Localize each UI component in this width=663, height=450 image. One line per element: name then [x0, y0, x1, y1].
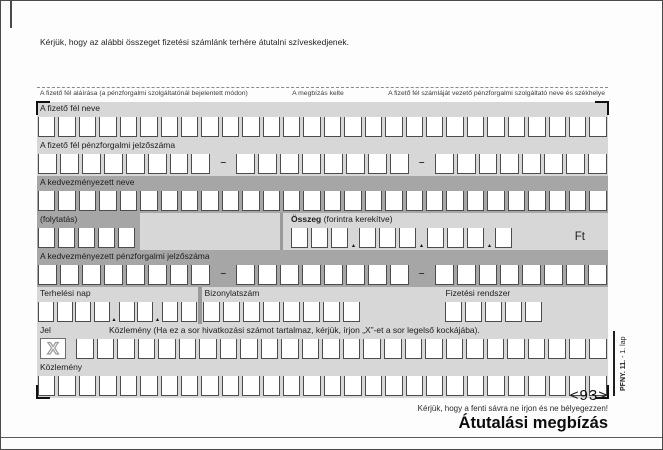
date-mark-icon: ▴ — [112, 317, 116, 323]
char-box[interactable] — [487, 191, 504, 211]
char-box[interactable] — [368, 154, 387, 174]
amount-group-4 — [495, 228, 512, 248]
char-box[interactable] — [236, 265, 255, 285]
char-box[interactable] — [508, 117, 525, 137]
char-box[interactable] — [359, 228, 376, 248]
char-box[interactable] — [303, 302, 320, 322]
char-box[interactable] — [487, 117, 504, 137]
payment-system-boxes — [442, 300, 608, 324]
payer-account-boxes — [37, 152, 608, 176]
char-box[interactable] — [162, 302, 178, 322]
char-box[interactable] — [158, 339, 176, 359]
char-box[interactable] — [58, 376, 75, 396]
char-box[interactable] — [303, 191, 320, 211]
char-box[interactable] — [405, 339, 423, 359]
char-box[interactable] — [281, 339, 299, 359]
char-box[interactable] — [495, 228, 512, 248]
sheet-number: - 1. lap — [620, 336, 627, 360]
voucher-label: Bizonylatszám — [202, 287, 442, 300]
char-box[interactable] — [385, 117, 402, 137]
char-box[interactable] — [465, 302, 482, 322]
char-box[interactable] — [487, 339, 505, 359]
char-box[interactable] — [505, 302, 522, 322]
char-box[interactable] — [365, 117, 382, 137]
char-box[interactable] — [191, 154, 210, 174]
char-box[interactable] — [203, 302, 220, 322]
flag-notice-row — [37, 324, 608, 361]
corner-mark-top-left — [36, 101, 50, 115]
char-box[interactable] — [589, 339, 607, 359]
char-box[interactable] — [75, 302, 91, 322]
char-box[interactable] — [522, 154, 541, 174]
corner-mark-bottom-right — [595, 385, 609, 399]
char-box[interactable] — [457, 154, 476, 174]
char-box[interactable] — [445, 302, 462, 322]
amount-group-3 — [427, 228, 484, 248]
char-box[interactable] — [508, 191, 525, 211]
amount-section — [283, 213, 608, 250]
side-mark-line — [613, 331, 615, 396]
char-box[interactable] — [280, 154, 299, 174]
amount-group-2 — [359, 228, 416, 248]
char-box[interactable] — [38, 154, 57, 174]
char-box[interactable] — [399, 228, 416, 248]
corner-mark-bottom-left — [36, 385, 50, 399]
char-box[interactable] — [236, 154, 255, 174]
char-box[interactable] — [181, 302, 197, 322]
beneficiary-account-group-1 — [38, 265, 210, 285]
payer-account-group-3 — [435, 154, 607, 174]
char-box[interactable] — [467, 191, 484, 211]
continuation-section — [37, 213, 140, 250]
voucher-boxes — [202, 300, 442, 324]
char-box[interactable] — [280, 265, 299, 285]
amount-boxes — [283, 226, 608, 250]
char-box[interactable] — [528, 117, 545, 137]
char-box[interactable] — [446, 117, 463, 137]
char-box[interactable] — [38, 191, 55, 211]
char-box[interactable] — [58, 117, 75, 137]
char-box[interactable] — [544, 265, 563, 285]
debit-day-boxes — [37, 300, 198, 324]
char-box[interactable] — [548, 339, 566, 359]
char-box[interactable] — [263, 302, 280, 322]
transfer-form-table — [37, 102, 608, 398]
char-box[interactable] — [390, 154, 409, 174]
char-box[interactable] — [544, 154, 563, 174]
char-box[interactable] — [426, 191, 443, 211]
empty-band — [140, 213, 280, 226]
char-box[interactable] — [140, 191, 157, 211]
char-box[interactable] — [222, 191, 239, 211]
payer-account-label: A fizető fél pénzforgalmi jelzőszáma — [37, 139, 608, 152]
thousands-mark-icon: ▴ — [420, 243, 424, 249]
char-box[interactable] — [104, 265, 123, 285]
char-box[interactable] — [283, 191, 300, 211]
char-box[interactable] — [82, 154, 101, 174]
flag-label: Jel — [37, 324, 75, 337]
char-box[interactable] — [60, 265, 79, 285]
char-box[interactable] — [242, 117, 259, 137]
payment-system-label: Fizetési rendszer — [442, 287, 608, 300]
char-box[interactable] — [435, 154, 454, 174]
corner-mark-top-right — [595, 101, 609, 115]
notice2-label: Közlemény — [37, 361, 608, 374]
char-box[interactable] — [346, 154, 365, 174]
char-box[interactable] — [500, 265, 519, 285]
char-box[interactable] — [138, 339, 156, 359]
char-box[interactable] — [589, 117, 606, 137]
notice-section — [75, 324, 608, 361]
char-box[interactable] — [222, 117, 239, 137]
char-box[interactable] — [118, 228, 135, 248]
char-box[interactable] — [140, 376, 157, 396]
char-box[interactable] — [588, 265, 607, 285]
char-box[interactable] — [258, 265, 277, 285]
char-box[interactable] — [507, 339, 525, 359]
char-box[interactable] — [549, 117, 566, 137]
char-box[interactable] — [324, 265, 343, 285]
char-box[interactable] — [140, 117, 157, 137]
char-box[interactable] — [120, 376, 137, 396]
char-box[interactable] — [242, 376, 259, 396]
debit-day-month — [119, 302, 154, 322]
char-box[interactable] — [528, 339, 546, 359]
char-box[interactable] — [126, 265, 145, 285]
char-box[interactable] — [343, 302, 360, 322]
char-box[interactable] — [222, 376, 239, 396]
char-box[interactable] — [58, 228, 75, 248]
order-date-label: A megbízás kelte — [292, 90, 344, 97]
char-box[interactable] — [324, 154, 343, 174]
char-box[interactable] — [137, 302, 153, 322]
char-box[interactable] — [322, 339, 340, 359]
char-box[interactable] — [99, 376, 116, 396]
char-box[interactable] — [82, 265, 101, 285]
beneficiary-account-boxes — [37, 263, 608, 287]
char-box[interactable] — [79, 376, 96, 396]
char-box[interactable] — [447, 228, 464, 248]
char-box[interactable] — [60, 154, 79, 174]
debit-day-year — [38, 302, 110, 322]
flag-checkbox[interactable] — [40, 338, 66, 359]
payment-system-section — [442, 287, 608, 324]
char-box[interactable] — [283, 376, 300, 396]
char-box[interactable] — [365, 376, 382, 396]
char-box[interactable] — [243, 302, 260, 322]
char-box[interactable] — [485, 302, 502, 322]
char-box[interactable] — [331, 228, 348, 248]
char-box[interactable] — [179, 339, 197, 359]
char-box[interactable] — [467, 117, 484, 137]
account-dash: – — [220, 157, 227, 168]
above-table-labels — [37, 87, 608, 97]
amount-label — [283, 213, 608, 226]
char-box[interactable] — [240, 339, 258, 359]
char-box[interactable] — [261, 339, 279, 359]
char-box[interactable] — [263, 117, 280, 137]
char-box[interactable] — [344, 191, 361, 211]
char-box[interactable] — [302, 339, 320, 359]
beneficiary-account-group-3 — [435, 265, 607, 285]
char-box[interactable] — [324, 376, 341, 396]
char-box[interactable] — [120, 191, 137, 211]
char-box[interactable] — [161, 117, 178, 137]
char-box[interactable] — [344, 117, 361, 137]
debit-day-day — [162, 302, 197, 322]
payer-name-label: A fizető fél neve — [37, 102, 608, 115]
flag-box-area — [37, 337, 75, 361]
footer-warning: Kérjük, hogy a fenti sávra ne írjon és ne bélyegezzen! — [417, 404, 608, 413]
char-box[interactable] — [467, 228, 484, 248]
char-box[interactable] — [78, 228, 95, 248]
char-box[interactable] — [161, 191, 178, 211]
account-dash: – — [220, 268, 227, 279]
char-box[interactable] — [549, 191, 566, 211]
char-box[interactable] — [161, 376, 178, 396]
char-box[interactable] — [291, 228, 308, 248]
char-box[interactable] — [119, 302, 135, 322]
amount-group-1 — [291, 228, 348, 248]
flag-section — [37, 324, 75, 361]
char-box[interactable] — [181, 117, 198, 137]
amount-label-note: (forintra kerekítve) — [323, 214, 393, 224]
char-box[interactable] — [98, 228, 115, 248]
char-box[interactable] — [79, 191, 96, 211]
continuation-label: (folytatás) — [37, 213, 140, 226]
char-box[interactable] — [525, 302, 542, 322]
char-box[interactable] — [390, 265, 409, 285]
char-box[interactable] — [406, 191, 423, 211]
char-box[interactable] — [263, 376, 280, 396]
currency-label: Ft — [574, 231, 585, 243]
form-code: PFNY. 11. — [620, 359, 627, 391]
payer-account-group-2 — [236, 154, 408, 174]
char-box[interactable] — [170, 265, 189, 285]
char-box[interactable] — [425, 339, 443, 359]
bottom-separator-line — [0, 437, 663, 438]
ocr-code: <93> — [569, 387, 608, 404]
char-box[interactable] — [589, 191, 606, 211]
char-box[interactable] — [569, 339, 587, 359]
char-box[interactable] — [148, 265, 167, 285]
char-box[interactable] — [58, 191, 75, 211]
char-box[interactable] — [323, 302, 340, 322]
char-box[interactable] — [99, 117, 116, 137]
thousands-mark-icon: ▴ — [488, 243, 492, 249]
char-box[interactable] — [57, 302, 73, 322]
char-box[interactable] — [324, 191, 341, 211]
char-box[interactable] — [191, 265, 210, 285]
char-box[interactable] — [435, 265, 454, 285]
char-box[interactable] — [181, 376, 198, 396]
beneficiary-name-label: A kedvezményezett neve — [37, 176, 608, 189]
char-box[interactable] — [384, 339, 402, 359]
char-box[interactable] — [566, 154, 585, 174]
char-box[interactable] — [363, 339, 381, 359]
char-box[interactable] — [283, 302, 300, 322]
char-box[interactable] — [385, 376, 402, 396]
amount-label-bold: Összeg — [291, 214, 322, 224]
char-box[interactable] — [379, 228, 396, 248]
char-box[interactable] — [199, 339, 217, 359]
payer-bank-label: A fizető fél számláját vezető pénzforgalmi szolgáltató neve és székhelye — [388, 90, 605, 97]
char-box[interactable] — [466, 339, 484, 359]
char-box[interactable] — [479, 154, 498, 174]
beneficiary-account-label: A kedvezményezett pénzforgalmi jelzőszáma — [37, 250, 608, 263]
payer-account-group-1 — [38, 154, 210, 174]
char-box[interactable] — [120, 117, 137, 137]
debit-voucher-system-row — [37, 287, 608, 324]
char-box[interactable] — [385, 191, 402, 211]
char-box[interactable] — [99, 191, 116, 211]
payer-signature-label: A fizető fél aláírása (a pénzforgalmi szolgáltatónál bejelentett módon) — [40, 90, 248, 97]
char-box[interactable] — [446, 191, 463, 211]
beneficiary-account-group-2 — [236, 265, 408, 285]
char-box[interactable] — [104, 154, 123, 174]
char-box[interactable] — [566, 265, 585, 285]
char-box[interactable] — [258, 154, 277, 174]
char-box[interactable] — [479, 265, 498, 285]
char-box[interactable] — [94, 302, 110, 322]
char-box[interactable] — [223, 302, 240, 322]
char-box[interactable] — [500, 154, 519, 174]
char-box[interactable] — [38, 228, 55, 248]
char-box[interactable] — [303, 376, 320, 396]
notice-label: Közlemény (Ha ez a sor hivatkozási számot tartalmaz, kérjük, írjon „X”-et a sor legelső kockájába). — [75, 324, 608, 337]
continuation-boxes — [37, 226, 140, 250]
debit-day-label: Terhelési nap — [37, 287, 198, 300]
char-box[interactable] — [283, 117, 300, 137]
char-box[interactable] — [406, 117, 423, 137]
payer-name-boxes — [37, 115, 608, 139]
char-box[interactable] — [201, 117, 218, 137]
char-box[interactable] — [346, 265, 365, 285]
char-box[interactable] — [569, 117, 586, 137]
empty-middle-section — [140, 213, 280, 250]
char-box[interactable] — [181, 191, 198, 211]
char-box[interactable] — [344, 376, 361, 396]
flag-x-glyph: X — [47, 339, 59, 358]
char-box[interactable] — [38, 265, 57, 285]
char-box[interactable] — [522, 265, 541, 285]
char-box[interactable] — [263, 191, 280, 211]
char-box[interactable] — [427, 228, 444, 248]
char-box[interactable] — [126, 154, 145, 174]
char-box[interactable] — [38, 117, 55, 137]
char-box[interactable] — [79, 117, 96, 137]
notice-boxes — [75, 337, 608, 361]
char-box[interactable] — [201, 191, 218, 211]
char-box[interactable] — [368, 265, 387, 285]
char-box[interactable] — [117, 339, 135, 359]
char-box[interactable] — [324, 117, 341, 137]
char-box[interactable] — [311, 228, 328, 248]
continuation-amount-row — [37, 213, 608, 250]
char-box[interactable] — [588, 154, 607, 174]
char-box[interactable] — [457, 265, 476, 285]
char-box[interactable] — [201, 376, 218, 396]
char-box[interactable] — [302, 265, 321, 285]
form-code-vertical — [620, 281, 627, 391]
form-instruction: Kérjük, hogy az alábbi összeget fizetési számlánk terhére átutalni szíveskedjenek. — [40, 37, 349, 47]
char-box[interactable] — [242, 191, 259, 211]
char-box[interactable] — [569, 191, 586, 211]
empty-boxrow — [140, 226, 280, 250]
char-box[interactable] — [97, 339, 115, 359]
char-box[interactable] — [365, 191, 382, 211]
char-box[interactable] — [220, 339, 238, 359]
form-title: Átutalási megbízás — [458, 414, 608, 432]
voucher-section — [202, 287, 442, 324]
char-box[interactable] — [528, 191, 545, 211]
char-box[interactable] — [170, 154, 189, 174]
char-box[interactable] — [38, 302, 54, 322]
char-box[interactable] — [302, 154, 321, 174]
scan-artifact-line — [10, 0, 12, 28]
char-box[interactable] — [303, 117, 320, 137]
char-box[interactable] — [446, 339, 464, 359]
char-box[interactable] — [426, 117, 443, 137]
account-dash: – — [418, 157, 425, 168]
account-dash: – — [418, 268, 425, 279]
thousands-mark-icon: ▴ — [352, 243, 356, 249]
char-box[interactable] — [148, 154, 167, 174]
char-box[interactable] — [76, 339, 94, 359]
char-box[interactable] — [343, 339, 361, 359]
beneficiary-name-boxes — [37, 189, 608, 213]
footer-block — [418, 388, 608, 432]
debit-day-section — [37, 287, 198, 324]
date-mark-icon: ▴ — [156, 317, 160, 323]
